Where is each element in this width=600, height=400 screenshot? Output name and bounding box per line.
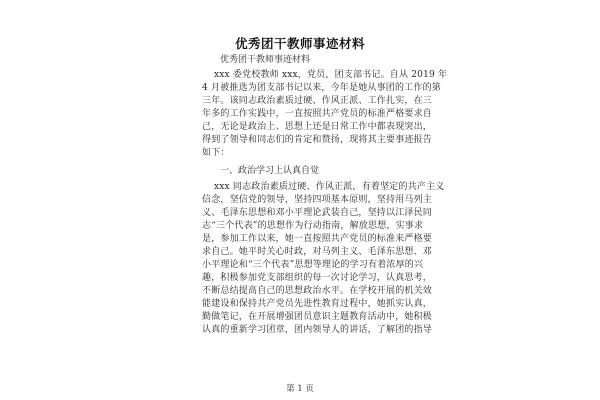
paragraph-line: 小平理论和“三个代表”思想等理论的学习有着浓厚的兴 (202, 260, 424, 270)
paragraph-line: 信念，坚信党的领导，坚持四项基本原则，坚持用马列主 (202, 195, 433, 205)
paragraph-line: 义、毛泽东思想和邓小平理论武装自己，坚持以江泽民同 (202, 208, 433, 218)
paragraph-line: 认真的重新学习团章，团内领导人的讲话，了解团的指导 (202, 325, 433, 335)
paragraph-line: 志“三个代表”的思想作为行动指南，解放思想，实事求 (202, 221, 424, 231)
paragraph-line: 求自己。她平时关心时政，对马列主义、毛泽东思想、邓 (202, 247, 433, 257)
page-number: 第 1 页 (286, 384, 314, 394)
paragraph-line: xxx 同志政治素质过硬、作风正派，有着坚定的共产主义 (214, 182, 445, 192)
paragraph-line: 得到了领导和同志们的肯定和赞扬，现将其主要事迹报告 (202, 135, 433, 145)
paragraph-line: 勤做笔记，在开展增强团员意识主题教育活动中，她积极 (202, 312, 433, 322)
document-title: 优秀团干教师事迹材料 (234, 36, 365, 51)
paragraph-line: 能建设和保持共产党员先进性教育过程中，她抓实认真， (202, 299, 433, 309)
paragraph-line: 趣，积极参加党支部组织的每一次讨论学习，认真思考， (202, 273, 433, 283)
section-heading: 一、政治学习上认真自觉 (220, 166, 320, 176)
paragraph-line: 4 月被推选为团支部书记以来，今年是她从事团的工作的第 (202, 83, 441, 93)
paragraph-line: 如下： (202, 148, 230, 158)
document-subtitle: 优秀团干教师事迹材料 (220, 55, 311, 65)
paragraph-line: xxx 委党校教师 xxx，党员，团支部书记。自从 2019 年 (214, 70, 448, 80)
paragraph-line: 不断总结提高自己的思想政治水平。在学校开展的机关效 (202, 286, 433, 296)
paragraph-line: 三年。该同志政治素质过硬、作风正派、工作扎实，在三 (202, 96, 433, 106)
paragraph-line: 己，无论是政治上、思想上还是日常工作中都表现突出， (202, 122, 433, 132)
paragraph-line: 是，参加工作以来，她一直按照共产党员的标准来严格要 (202, 234, 433, 244)
paragraph-line: 年多的工作实践中，一直按照共产党员的标准严格要求自 (202, 109, 433, 119)
